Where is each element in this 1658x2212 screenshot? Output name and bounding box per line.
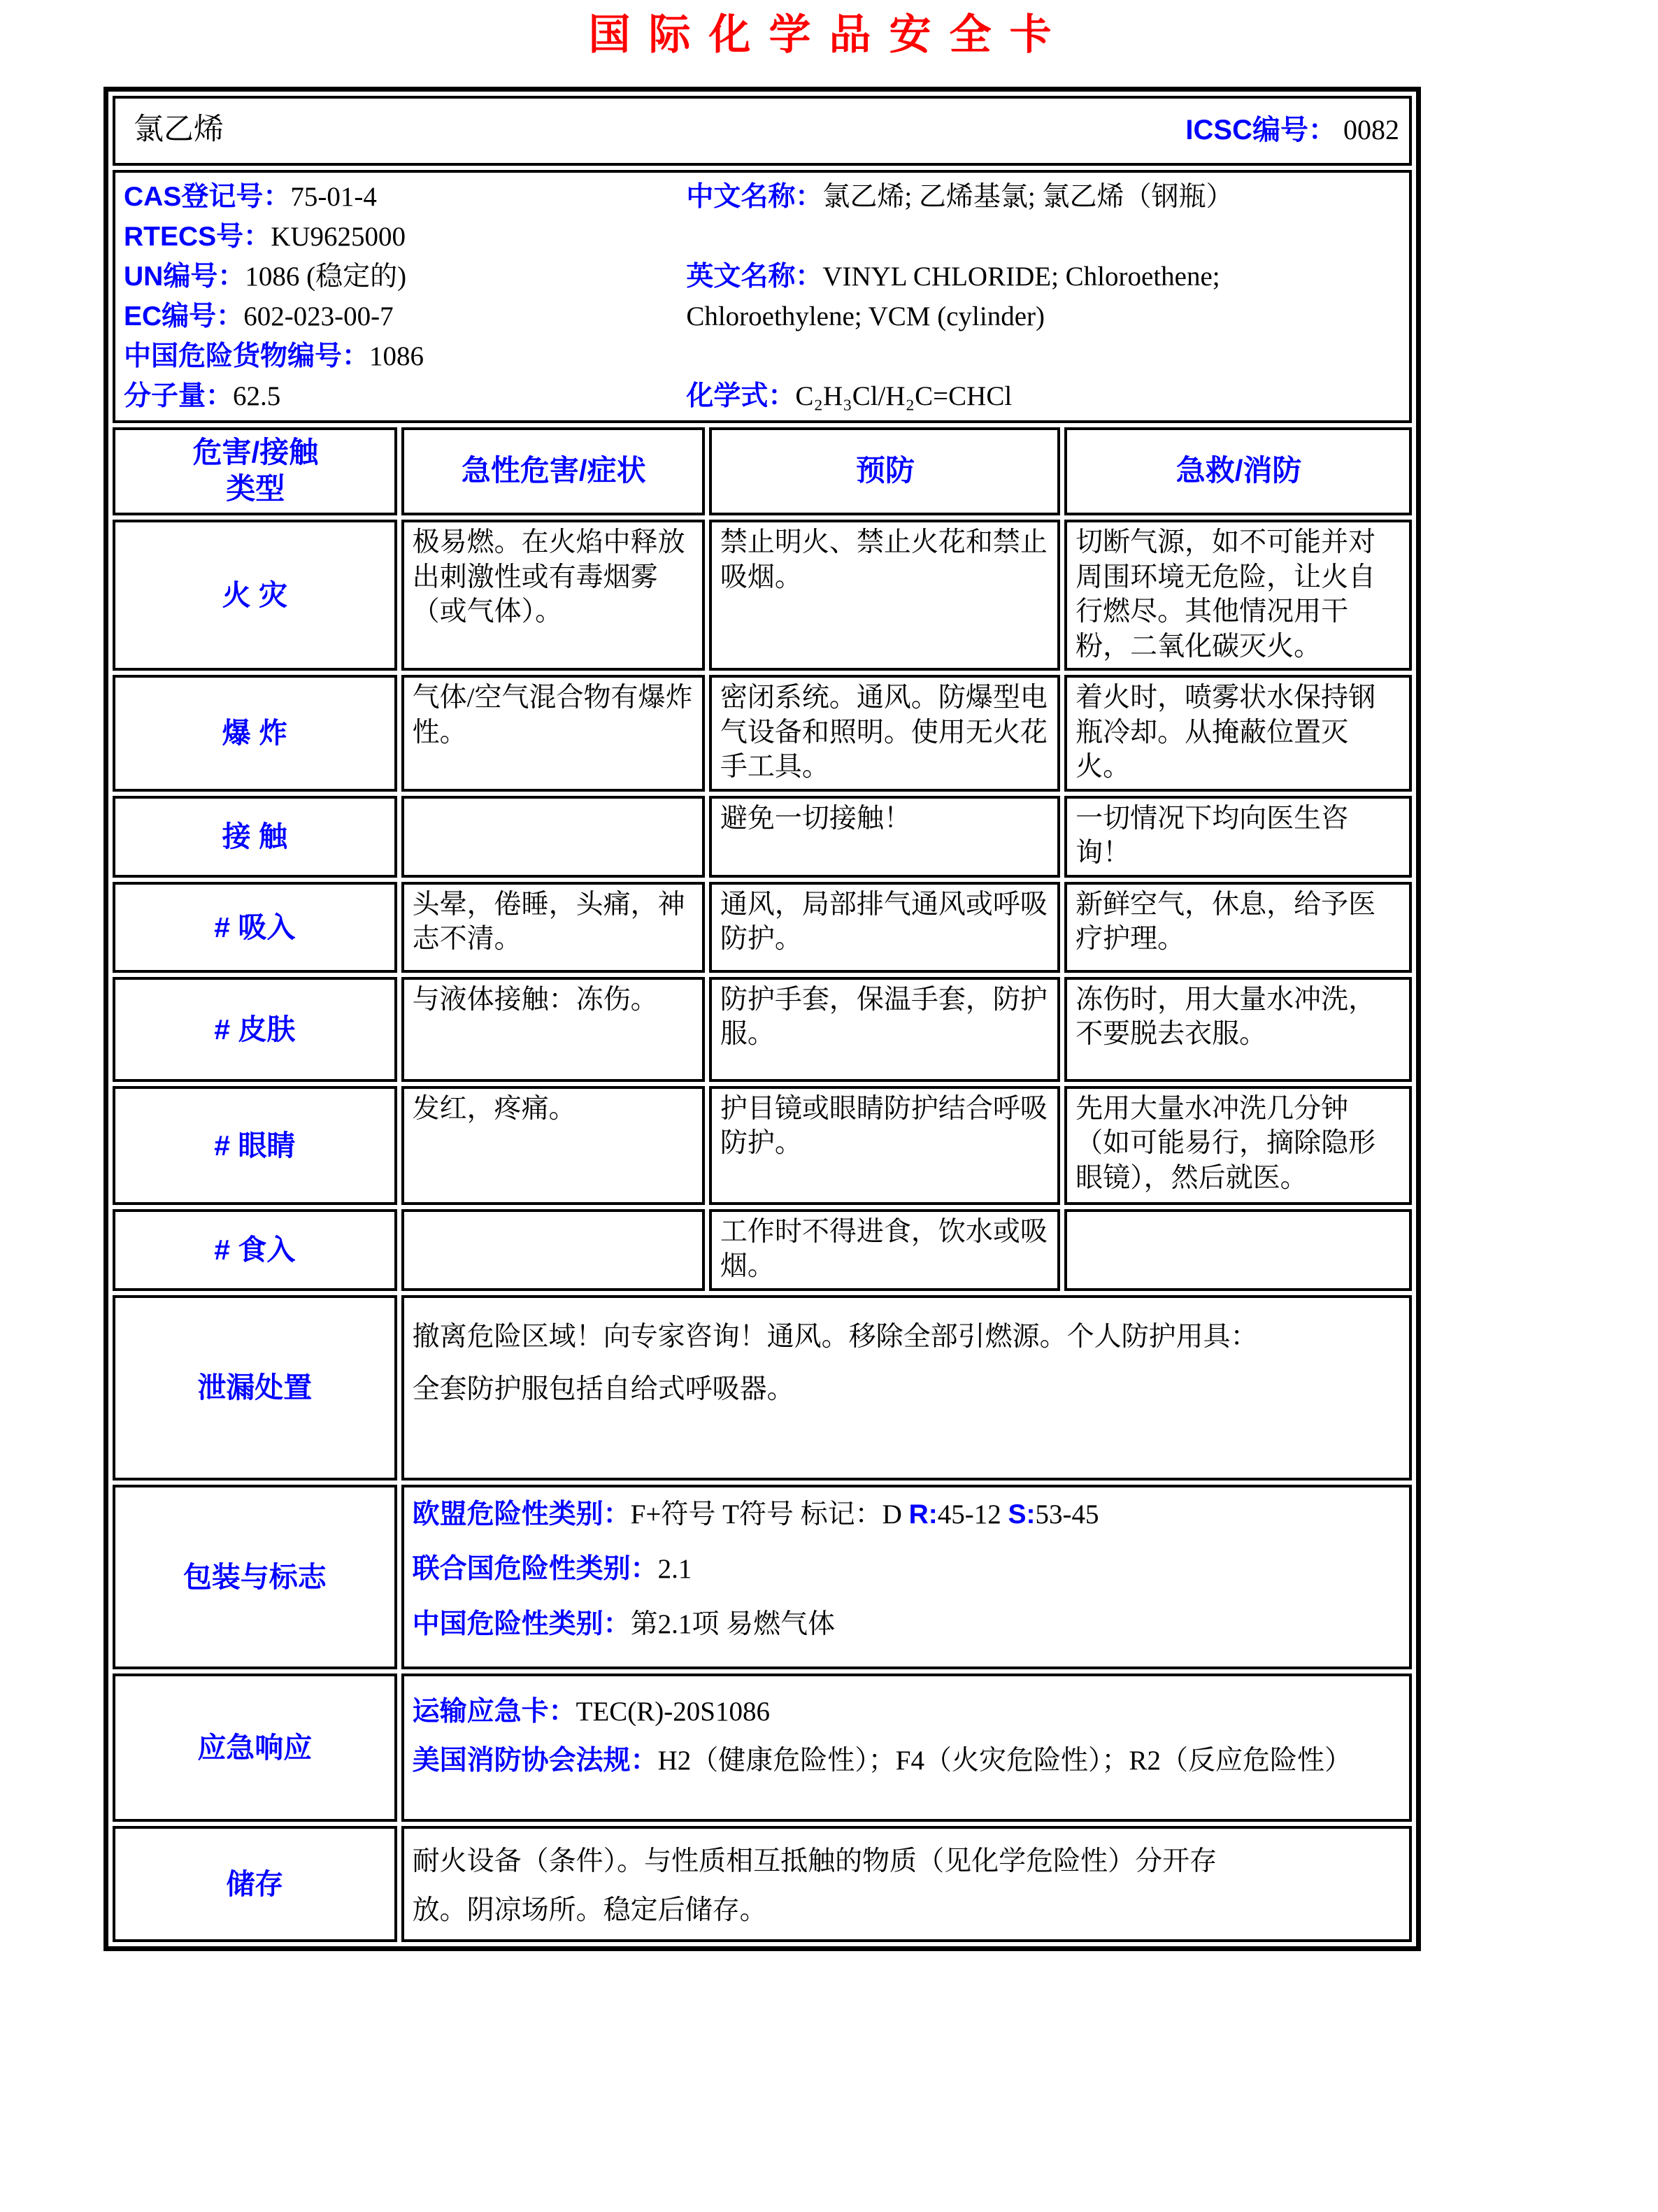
name-cell — [113, 96, 1412, 166]
packaging-label: 包装与标志 — [113, 1485, 397, 1669]
ingestion-first-aid-cell — [1064, 1209, 1412, 1291]
icsc-number-group — [1185, 113, 1402, 148]
cas-number-line — [124, 177, 686, 217]
identification-row — [113, 170, 1412, 423]
identification-right-column — [686, 177, 1402, 416]
icsc-label: ICSC编号： — [1185, 114, 1336, 145]
r-phrases-label: R: — [908, 1499, 938, 1529]
ingestion-symptoms-cell — [401, 1209, 705, 1291]
identification-left-column — [124, 177, 686, 416]
formula-label: 化学式： — [686, 381, 796, 411]
emergency-response-row — [113, 1674, 1412, 1822]
nfpa-code-value: H2（健康危险性）；F4（火灾危险性）；R2（反应危险性） — [657, 1745, 1352, 1776]
english-names-value: VINYL CHLORIDE; Chloroethene; Chloroethylene; VCM (cylinder) — [686, 262, 1220, 331]
storage-label: 储存 — [113, 1826, 397, 1942]
explosion-type-label: 爆 炸 — [113, 675, 397, 792]
eu-hazard-class-line — [413, 1497, 1402, 1533]
name-row — [113, 96, 1412, 166]
r-phrases-value: 45-12 — [937, 1499, 1008, 1529]
skin-symptoms-cell: 与液体接触：冻伤。 — [401, 977, 705, 1082]
chinese-names-value: 氯乙烯; 乙烯基氯; 氯乙烯（钢瓶） — [822, 182, 1234, 212]
hazard-row-fire — [113, 520, 1412, 671]
un-number-line — [124, 257, 686, 297]
storage-row — [113, 1826, 1412, 1942]
nfpa-code-label: 美国消防协会法规： — [412, 1745, 658, 1776]
china-dg-value: 1086 — [369, 341, 424, 371]
hazard-row-skin — [113, 977, 1412, 1082]
china-hazard-class-line — [413, 1607, 1402, 1643]
hazard-row-ingestion — [113, 1209, 1412, 1291]
contact-prevention-cell: 避免一切接触！ — [709, 796, 1060, 878]
ec-number-line — [124, 297, 686, 336]
un-value: 1086 (稳定的) — [245, 262, 407, 292]
contact-symptoms-cell — [401, 796, 705, 878]
rtecs-number-line — [124, 217, 686, 257]
transport-emergency-card-line — [413, 1687, 1402, 1736]
ingestion-prevention-cell: 工作时不得进食，饮水或吸烟。 — [709, 1209, 1060, 1291]
transport-emergency-card-value: TEC(R)-20S1086 — [576, 1696, 770, 1727]
hazard-row-eyes — [113, 1086, 1412, 1205]
formula-value: C₂H₃Cl/H₂C=CHCl — [795, 381, 1013, 411]
header-first-aid: 急救/消防 — [1064, 427, 1412, 515]
skin-type-label: # 皮肤 — [113, 977, 397, 1082]
china-dg-label: 中国危险货物编号： — [124, 341, 370, 371]
inhalation-prevention-cell: 通风，局部排气通风或呼吸防护。 — [709, 882, 1060, 973]
explosion-symptoms-cell: 气体/空气混合物有爆炸性。 — [401, 675, 705, 792]
ec-label: EC编号： — [124, 301, 244, 331]
cas-label: CAS登记号： — [124, 182, 291, 212]
spill-disposal-content — [401, 1295, 1412, 1480]
skin-prevention-cell: 防护手套，保温手套，防护服。 — [709, 977, 1060, 1082]
english-names-label: 英文名称： — [686, 262, 823, 292]
storage-content — [401, 1826, 1412, 1942]
hazard-row-explosion — [113, 675, 1412, 792]
chemical-name: 氯乙烯 — [134, 113, 224, 146]
s-phrases-label: S: — [1008, 1499, 1036, 1529]
header-prevention: 预防 — [709, 427, 1060, 515]
s-phrases-value: 53-45 — [1035, 1499, 1099, 1529]
chinese-names-label: 中文名称： — [686, 182, 823, 212]
ingestion-type-label: # 食入 — [113, 1209, 397, 1291]
un-hazard-class-line — [413, 1552, 1402, 1587]
page-title: 国际化学品安全卡 — [588, 11, 1070, 58]
storage-text: 耐火设备（条件）。与性质相互抵触的物质（见化学危险性）分开存放。阴凉场所。稳定后储存。 — [412, 1846, 1217, 1925]
chinese-names-line — [686, 177, 1402, 217]
nfpa-code-line — [413, 1736, 1402, 1785]
fire-type-label: 火 灾 — [113, 520, 397, 671]
icsc-card-table — [103, 87, 1421, 1951]
header-symptoms: 急性危害/症状 — [401, 427, 705, 515]
eu-hazard-class-text: F+符号 T符号 标记：D — [630, 1499, 909, 1529]
hazard-row-inhalation — [113, 882, 1412, 973]
fire-prevention-cell: 禁止明火、禁止火花和禁止吸烟。 — [709, 520, 1060, 671]
cas-value: 75-01-4 — [290, 182, 377, 212]
eyes-type-label: # 眼睛 — [113, 1086, 397, 1205]
ec-value: 602-023-00-7 — [243, 301, 394, 331]
inhalation-symptoms-cell: 头晕，倦睡，头痛，神志不清。 — [401, 882, 705, 973]
eyes-first-aid-cell: 先用大量水冲洗几分钟（如可能易行，摘除隐形眼镜），然后就医。 — [1064, 1086, 1412, 1205]
spill-disposal-label: 泄漏处置 — [113, 1295, 397, 1480]
un-hazard-class-value: 2.1 — [657, 1554, 692, 1585]
eyes-prevention-cell: 护目镜或眼睛防护结合呼吸防护。 — [709, 1086, 1060, 1205]
hazard-header-row — [113, 427, 1412, 515]
transport-emergency-card-label: 运输应急卡： — [412, 1696, 576, 1727]
skin-first-aid-cell: 冻伤时，用大量水冲洗，不要脱去衣服。 — [1064, 977, 1412, 1082]
contact-first-aid-cell: 一切情况下均向医生咨询！ — [1064, 796, 1412, 878]
contact-type-label: 接 触 — [113, 796, 397, 878]
inhalation-type-label: # 吸入 — [113, 882, 397, 973]
un-label: UN编号： — [124, 262, 245, 292]
header-hazard-type: 危害/接触 类型 — [113, 427, 397, 515]
eyes-symptoms-cell: 发红，疼痛。 — [401, 1086, 705, 1205]
english-names-line — [686, 257, 1402, 336]
rtecs-value: KU9625000 — [271, 222, 406, 252]
spill-disposal-row — [113, 1295, 1412, 1480]
identification-cell — [113, 170, 1412, 423]
spill-disposal-text: 撤离危险区域！向专家咨询！通风。移除全部引燃源。个人防护用具：全套防护服包括自给式呼吸器。 — [412, 1321, 1258, 1404]
china-dg-number-line — [124, 336, 686, 376]
emergency-response-label: 应急响应 — [113, 1674, 397, 1822]
hazard-row-contact — [113, 796, 1412, 878]
packaging-content — [401, 1485, 1412, 1669]
china-hazard-class-value: 第2.1项 易燃气体 — [630, 1609, 836, 1640]
rtecs-label: RTECS号： — [124, 222, 271, 252]
china-hazard-class-label: 中国危险性类别： — [412, 1609, 631, 1640]
un-hazard-class-label: 联合国危险性类别： — [412, 1554, 658, 1585]
explosion-prevention-cell: 密闭系统。通风。防爆型电气设备和照明。使用无火花手工具。 — [709, 675, 1060, 792]
fire-first-aid-cell: 切断气源，如不可能并对周围环境无危险，让火自行燃尽。其他情况用干粉，二氧化碳灭火。 — [1064, 520, 1412, 671]
molecular-weight-label: 分子量： — [124, 381, 234, 411]
eu-hazard-class-label: 欧盟危险性类别： — [412, 1499, 631, 1529]
molecular-weight-line — [124, 376, 686, 416]
fire-symptoms-cell: 极易燃。在火焰中释放出刺激性或有毒烟雾（或气体）。 — [401, 520, 705, 671]
emergency-response-content — [401, 1674, 1412, 1822]
molecular-weight-value: 62.5 — [233, 381, 281, 411]
explosion-first-aid-cell: 着火时，喷雾状水保持钢瓶冷却。从掩蔽位置灭火。 — [1064, 675, 1412, 792]
packaging-row — [113, 1485, 1412, 1669]
icsc-number: 0082 — [1343, 113, 1399, 145]
formula-line — [686, 376, 1402, 416]
inhalation-first-aid-cell: 新鲜空气，休息，给予医疗护理。 — [1064, 882, 1412, 973]
